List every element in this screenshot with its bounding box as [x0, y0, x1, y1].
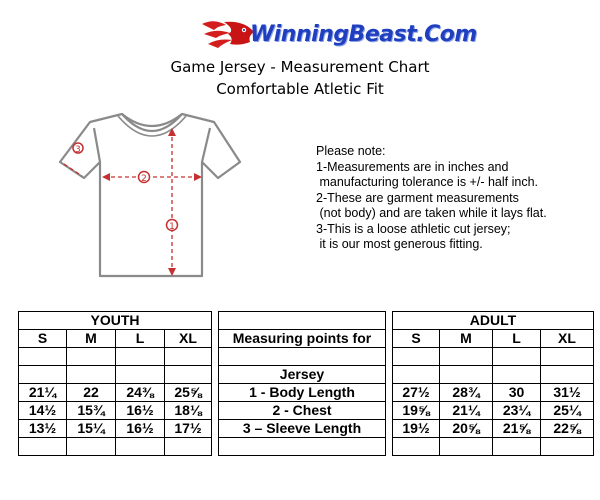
note-line: 3-This is a loose athletic cut jersey; — [316, 221, 511, 236]
table-cell: 25¼ — [541, 402, 594, 420]
chart-subtitle: Comfortable Atletic Fit — [216, 80, 384, 98]
measuring-point: 1 - Body Length — [219, 384, 386, 402]
table-cell: 16½ — [116, 402, 165, 420]
beast-head-icon — [200, 16, 256, 50]
table-row — [19, 402, 594, 420]
jersey-diagram — [52, 108, 252, 284]
notes-block — [316, 144, 596, 253]
table-cell: 22 — [67, 384, 116, 402]
youth-size-s: S — [19, 330, 67, 348]
table-cell: 21¼ — [440, 402, 493, 420]
svg-text:1: 1 — [169, 222, 175, 232]
youth-size-l: L — [116, 330, 165, 348]
table-cell: 21¼ — [19, 384, 67, 402]
adult-size-xl: XL — [541, 330, 594, 348]
table-row — [19, 348, 594, 366]
table-cell: 22⅝ — [541, 420, 594, 438]
table-cell: 27½ — [393, 384, 440, 402]
table-cell: 19⅝ — [393, 402, 440, 420]
note-line: 2-These are garment measurements — [316, 190, 519, 205]
logo-text: WinningBeast.Com — [250, 22, 477, 47]
size-table — [18, 311, 594, 456]
measuring-points-header: Measuring points for — [219, 330, 386, 348]
table-cell: 20⅝ — [440, 420, 493, 438]
notes-heading: Please note: — [316, 144, 386, 158]
measuring-point: 3 – Sleeve Length — [219, 420, 386, 438]
note-line: 1-Measurements are in inches and — [316, 159, 509, 174]
table-cell: 18⅛ — [165, 402, 212, 420]
youth-size-xl: XL — [165, 330, 212, 348]
table-cell: 30 — [493, 384, 541, 402]
note-line: manufacturing tolerance is +/- half inch. — [316, 175, 538, 189]
table-row — [19, 438, 594, 456]
chart-title: Game Jersey - Measurement Chart — [170, 58, 430, 76]
svg-text:3: 3 — [75, 145, 81, 155]
note-line: it is our most generous fitting. — [316, 237, 483, 251]
adult-size-l: L — [493, 330, 541, 348]
adult-header: ADULT — [393, 312, 594, 330]
table-cell: 17½ — [165, 420, 212, 438]
brand-logo — [200, 14, 477, 52]
table-cell: 31½ — [541, 384, 594, 402]
youth-header: YOUTH — [19, 312, 212, 330]
table-row — [19, 420, 594, 438]
table-cell: 13½ — [19, 420, 67, 438]
table-cell: 15¾ — [67, 402, 116, 420]
svg-text:2: 2 — [141, 174, 147, 184]
note-line: (not body) and are taken while it lays flat. — [316, 206, 547, 220]
table-cell: 19½ — [393, 420, 440, 438]
adult-size-s: S — [393, 330, 440, 348]
table-cell: 23¼ — [493, 402, 541, 420]
measuring-point: 2 - Chest — [219, 402, 386, 420]
table-row — [19, 384, 594, 402]
table-cell: 16½ — [116, 420, 165, 438]
adult-size-m: M — [440, 330, 493, 348]
table-cell: 25⅝ — [165, 384, 212, 402]
section-label: Jersey — [219, 366, 386, 384]
table-cell: 15¼ — [67, 420, 116, 438]
table-cell: 21⅝ — [493, 420, 541, 438]
table-row — [19, 366, 594, 384]
table-cell: 28¾ — [440, 384, 493, 402]
table-cell: 24⅜ — [116, 384, 165, 402]
youth-size-m: M — [67, 330, 116, 348]
table-cell: 14½ — [19, 402, 67, 420]
